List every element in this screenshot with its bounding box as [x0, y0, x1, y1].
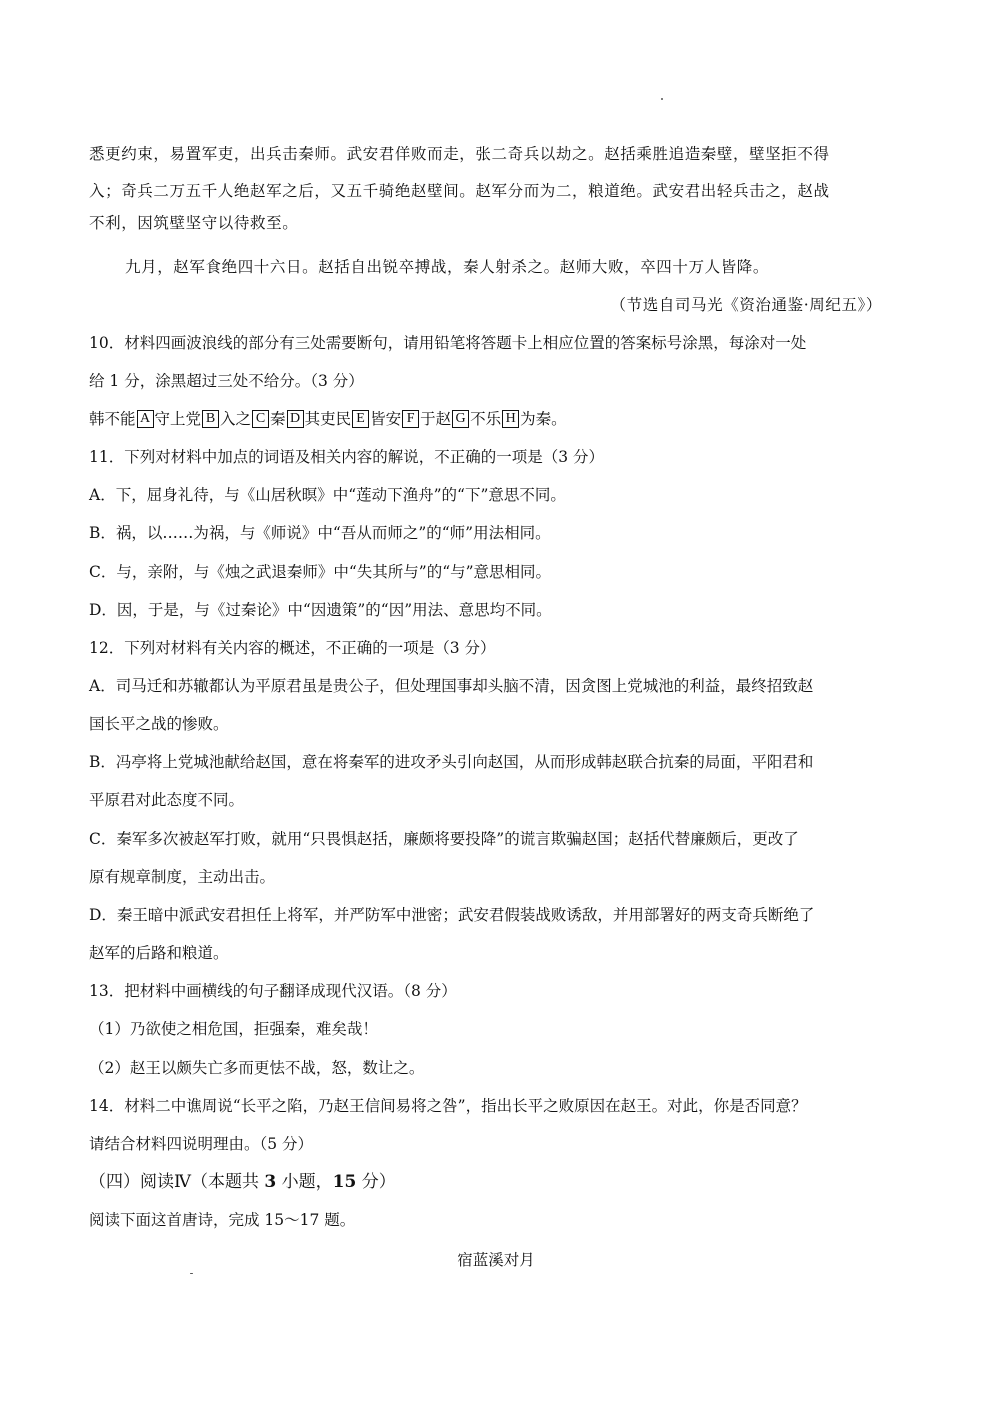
q11-stem: 11．下列对材料中加点的词语及相关内容的解说，不正确的一项是（3 分） — [89, 448, 605, 466]
q10-mark-c[interactable]: C — [252, 410, 269, 428]
q10-segment: 于赵 — [420, 410, 452, 428]
passage-line-2: 入；奇兵二万五千人绝赵军之后，又五千骑绝赵壁间。赵军分而为二，粮道绝。武安君出轻兵击之，赵战 — [89, 182, 830, 200]
q12-option-c-line-2: 原有规章制度，主动出击。 — [89, 868, 276, 886]
q10-mark-g[interactable]: G — [452, 410, 469, 428]
q10-segment: 韩不能 — [89, 410, 136, 428]
q14-stem-line-2: 请结合材料四说明理由。（5 分） — [89, 1135, 314, 1153]
passage-source: （节选自司马光《资治通鉴·周纪五》） — [610, 296, 882, 314]
q10-mark-f[interactable]: F — [402, 410, 419, 428]
q10-segment: 秦 — [270, 410, 286, 428]
passage-paragraph-2: 九月，赵军食绝四十六日。赵括自出锐卒搏战，秦人射杀之。赵师大败，卒四十万人皆降。 — [125, 258, 770, 276]
q10-segment: 入之 — [220, 410, 252, 428]
section-4-middle: 小题， — [276, 1172, 333, 1192]
q12-option-b-line-1: B．冯亭将上党城池献给赵国，意在将秦军的进攻矛头引向赵国，从而形成韩赵联合抗秦的局面，平阳君和 — [89, 753, 814, 771]
q13-sentence-1: （1）乃欲使之相危国，拒强秦，难矣哉！ — [89, 1020, 378, 1038]
passage-line-1: 悉更约束，易置军吏，出兵击秦师。武安君佯败而走，张二奇兵以劫之。赵括乘胜追造秦壁，壁坚拒不得 — [89, 145, 830, 163]
q10-segment: 皆安 — [370, 410, 402, 428]
q10-mark-d[interactable]: D — [287, 410, 304, 428]
q10-stem-line-2: 给 1 分，涂黑超过三处不给分。（3 分） — [89, 372, 364, 390]
q11-option-a: A．下，屈身礼待，与《山居秋暝》中“莲动下渔舟”的“下”意思不同。 — [89, 486, 566, 504]
q11-option-d: D．因，于是，与《过秦论》中“因遗策”的“因”用法、意思均不同。 — [89, 601, 552, 619]
q10-mark-h[interactable]: H — [502, 410, 519, 428]
q12-option-a-line-2: 国长平之战的惨败。 — [89, 715, 229, 733]
poem-title: 宿蓝溪对月 — [457, 1251, 535, 1269]
section-4-prefix: （四）阅读Ⅳ（本题共 — [89, 1172, 265, 1192]
q12-stem: 12．下列对材料有关内容的概述，不正确的一项是（3 分） — [89, 639, 496, 657]
q12-option-d-line-2: 赵军的后路和粮道。 — [89, 944, 229, 962]
q10-sentence — [89, 409, 567, 429]
q13-sentence-2: （2）赵王以颇失亡多而更怯不战，怒，数让之。 — [89, 1059, 425, 1077]
section-4-heading — [89, 1172, 396, 1192]
q10-mark-a[interactable]: A — [137, 410, 154, 428]
q13-stem: 13．把材料中画横线的句子翻译成现代汉语。（8 分） — [89, 982, 457, 1000]
q10-stem-line-1: 10．材料四画波浪线的部分有三处需要断句，请用铅笔将答题卡上相应位置的答案标号涂黑，每涂对一处 — [89, 334, 807, 352]
q12-option-d-line-1: D．秦王暗中派武安君担任上将军，并严防军中泄密；武安君假装战败诱敌，并用部署好的两支奇兵断绝了 — [89, 906, 815, 924]
q11-option-b: B．祸，以……为祸，与《师说》中“吾从而师之”的“师”用法相同。 — [89, 524, 551, 542]
q11-option-c: C．与，亲附，与《烛之武退秦师》中“失其所与”的“与”意思相同。 — [89, 563, 552, 581]
passage-line-3: 不利，因筑壁坚守以待救至。 — [89, 214, 299, 232]
section-4-count: 3 — [264, 1172, 277, 1192]
scan-speck — [190, 1273, 193, 1274]
q10-mark-e[interactable]: E — [352, 410, 369, 428]
scan-speck — [661, 98, 663, 100]
section-4-instruction: 阅读下面这首唐诗，完成 15～17 题。 — [89, 1211, 356, 1229]
q10-mark-b[interactable]: B — [202, 410, 219, 428]
q10-segment: 守上党 — [154, 410, 202, 428]
q12-option-c-line-1: C．秦军多次被赵军打败，就用“只畏惧赵括，廉颇将要投降”的谎言欺骗赵国；赵括代替廉颇后，更改了 — [89, 830, 799, 848]
section-4-score: 15 — [332, 1172, 357, 1192]
q14-stem-line-1: 14．材料二中谯周说“长平之陷，乃赵王信间易将之咎”，指出长平之败原因在赵王。对此，你是否同意？ — [89, 1097, 807, 1115]
q12-option-b-line-2: 平原君对此态度不同。 — [89, 791, 245, 809]
q10-segment: 不乐 — [470, 410, 502, 428]
section-4-suffix: 分） — [356, 1172, 396, 1192]
q10-segment: 为秦。 — [520, 410, 567, 428]
q12-option-a-line-1: A．司马迁和苏辙都认为平原君虽是贵公子，但处理国事却头脑不清，因贪图上党城池的利益，最终招致赵 — [89, 677, 814, 695]
q10-segment: 其吏民 — [304, 410, 352, 428]
